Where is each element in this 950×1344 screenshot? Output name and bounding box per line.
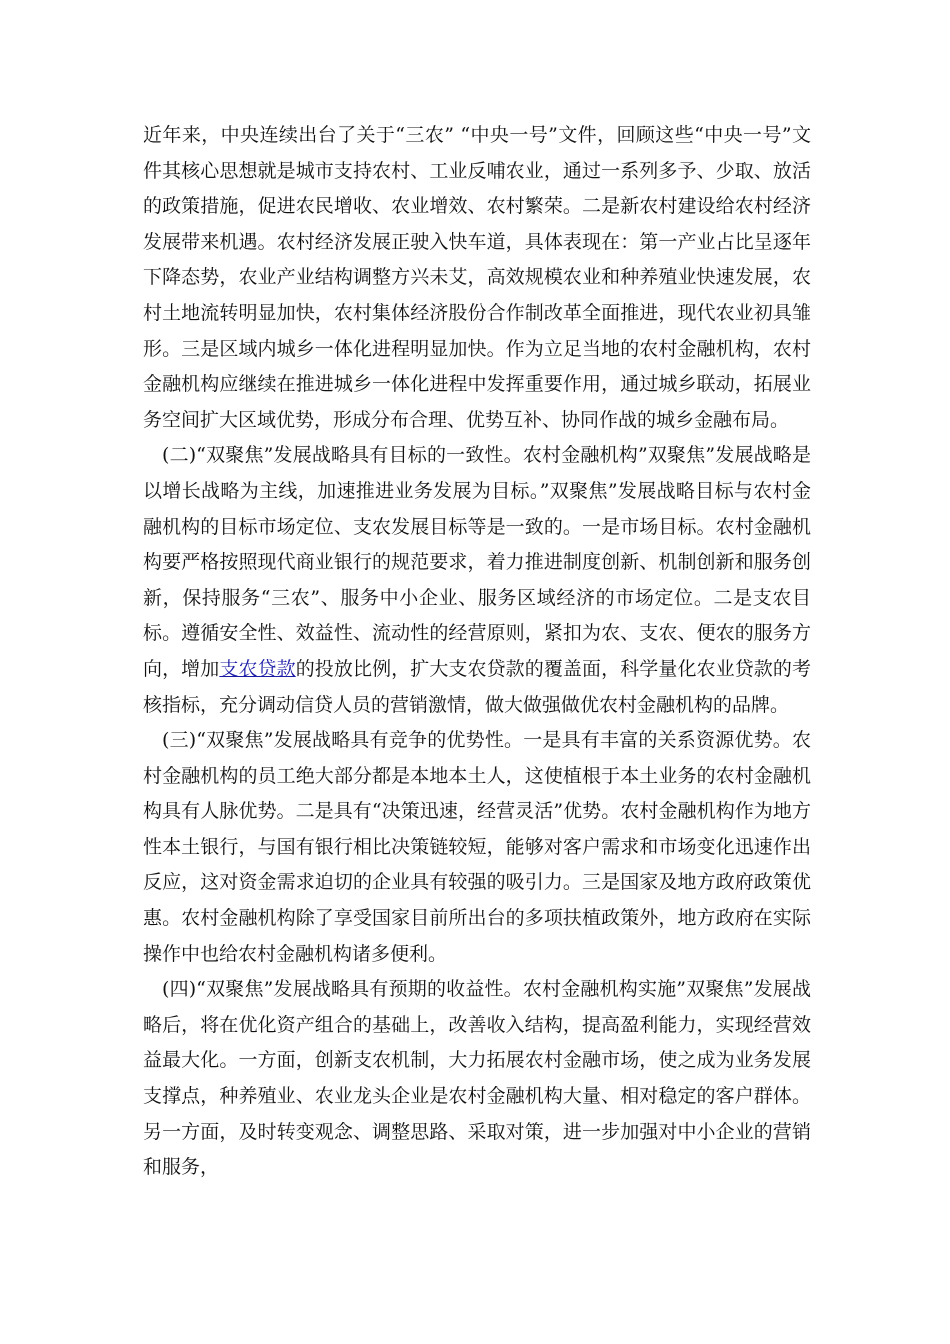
paragraph-expected-return: (四)“双聚焦”发展战略具有预期的收益性。农村金融机构实施”双聚焦”发展战略后，将在优化资产组合的基础上，改善收入结构，提高盈利能力，实现经营效益最大化。一方面，创新支农机制，大力拓展农村金融市场，使之成为业务发展支撑点，种养殖业、农业龙头企业是农村金融机构大量、相对稳定的客户群体。另一方面，及时转变观念、调整思路、采取对策，进一步加强对中小企业的营销和服务， [143, 978, 811, 1179]
paragraph-competitive-advantage: (三)“双聚焦”发展战略具有竞争的优势性。一是具有丰富的关系资源优势。农村金融机构的员工绝大部分都是本地本土人，这使植根于本土业务的农村金融机构具有人脉优势。二是具有“决策迅速，经营灵活”优势。农村金融机构作为地方性本土银行，与国有银行相比决策链较短，能够对客户需求和市场变化迅速作出反应，这对资金需求迫切的企业具有较强的吸引力。三是国家及地方政府政策优惠。农村金融机构除了享受国家目前所出台的多项扶植政策外，地方政府在实际操作中也给农村金融机构诸多便利。 [143, 729, 811, 965]
paragraph-rural-policy: 近年来，中央连续出台了关于“三农” “中央一号”文件，回顾这些“中央一号”文件其核心思想就是城市支持农村、工业反哺农业，通过一系列多予、少取、放活的政策措施，促进农民增收、农业增效、农村繁荣。二是新农村建设给农村经济发展带来机遇。农村经济发展正驶入快车道，具体表现在：第一产业占比呈逐年下降态势，农业产业结构调整方兴未艾，高效规模农业和种养殖业快速发展，农村土地流转明显加快，农村集体经济股份合作制改革全面推进，现代农业初具雏形。三是区域内城乡一体化进程明显加快。作为立足当地的农村金融机构，农村金融机构应继续在推进城乡一体化进程中发挥重要作用，通过城乡联动，拓展业务空间扩大区域优势，形成分布合理、优势互补、协同作战的城乡金融布局。 [143, 124, 811, 431]
paragraph-goal-consistency [143, 438, 811, 723]
paragraph-text-before-link: (二)“双聚焦”发展战略具有目标的一致性。农村金融机构”双聚焦”发展战略是以增长战略为主线，加速推进业务发展为目标。”双聚焦”发展战略目标与农村金融机构的目标市场定位、支农发展目标等是一致的。一是市场目标。农村金融机构要严格按照现代商业银行的规范要求，着力推进制度创新、机制创新和服务创新，保持服务“三农”、服务中小企业、服务区域经济的市场定位。二是支农目标。遵循安全性、效益性、流动性的经营原则，紧扣为农、支农、便农的服务方向，增加 [143, 444, 811, 680]
document-body [143, 118, 811, 1186]
paragraph-text-after-link: 的投放比例，扩大支农贷款的覆盖面，科学量化农业贷款的考核指标，充分调动信贷人员的营销激情，做大做强做优农村金融机构的品牌。 [143, 657, 811, 716]
agricultural-loan-link[interactable]: 支农贷款 [219, 657, 296, 680]
